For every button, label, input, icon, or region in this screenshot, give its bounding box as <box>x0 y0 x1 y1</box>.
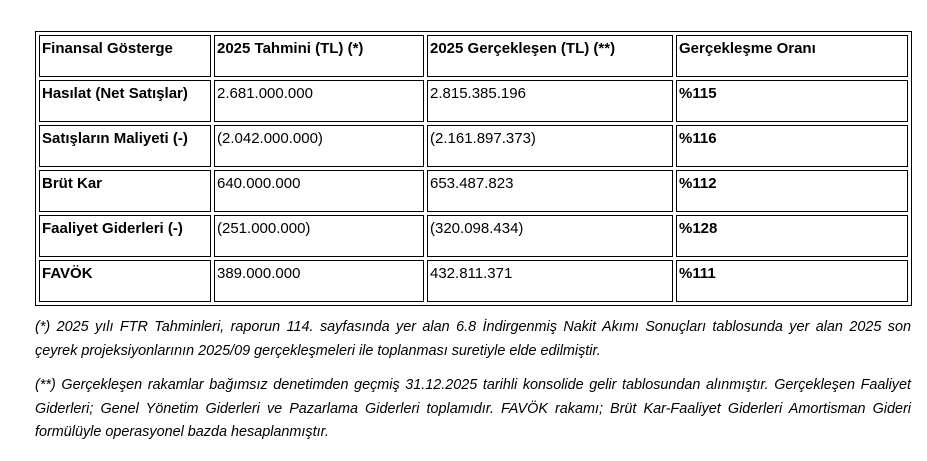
forecast-value: 389.000.000 <box>214 260 424 302</box>
forecast-value: (251.000.000) <box>214 215 424 257</box>
forecast-value: 2.681.000.000 <box>214 80 424 122</box>
footnote-forecast: (*) 2025 yılı FTR Tahminleri, raporun 114. sayfasında yer alan 6.8 İndirgenmiş Nakit Akımı Sonuçları tablosunda yer alan 2025 son çeyrek projeksiyonlarının 2025/09 gerçekleşmeleri ile toplanması suretiyle elde edilmiştir. <box>35 319 911 359</box>
table-row <box>39 215 908 257</box>
row-label: Brüt Kar <box>39 170 211 212</box>
actual-value: 2.815.385.196 <box>427 80 673 122</box>
row-label: Hasılat (Net Satışlar) <box>39 80 211 122</box>
actual-value: (320.098.434) <box>427 215 673 257</box>
header-actual: 2025 Gerçekleşen (TL) (**) <box>427 35 673 77</box>
table-row <box>39 260 908 302</box>
ratio-value: %116 <box>676 125 908 167</box>
actual-value: (2.161.897.373) <box>427 125 673 167</box>
ratio-value: %111 <box>676 260 908 302</box>
actual-value: 432.811.371 <box>427 260 673 302</box>
header-indicator: Finansal Gösterge <box>39 35 211 77</box>
row-label: Faaliyet Giderleri (-) <box>39 215 211 257</box>
forecast-value: (2.042.000.000) <box>214 125 424 167</box>
footnotes <box>35 316 911 445</box>
forecast-value: 640.000.000 <box>214 170 424 212</box>
table-row <box>39 125 908 167</box>
ratio-value: %112 <box>676 170 908 212</box>
header-forecast: 2025 Tahmini (TL) (*) <box>214 35 424 77</box>
table-row <box>39 170 908 212</box>
table-header-row <box>39 35 908 77</box>
row-label: FAVÖK <box>39 260 211 302</box>
header-ratio: Gerçekleşme Oranı <box>676 35 908 77</box>
financial-table <box>35 31 912 306</box>
ratio-value: %115 <box>676 80 908 122</box>
footnote-actual: (**) Gerçekleşen rakamlar bağımsız denetimden geçmiş 31.12.2025 tarihli konsolide gelir tablosundan alınmıştır. Gerçekleşen Faaliyet Giderleri; Genel Yönetim Giderleri ve Pazarlama Giderleri toplamıdır. FAVÖK rakamı; Brüt Kar-Faaliyet Giderleri Amortisman Gideri formülüyle operasyonel bazda hesaplanmıştır. <box>35 377 911 440</box>
table-row <box>39 80 908 122</box>
actual-value: 653.487.823 <box>427 170 673 212</box>
row-label: Satışların Maliyeti (-) <box>39 125 211 167</box>
ratio-value: %128 <box>676 215 908 257</box>
